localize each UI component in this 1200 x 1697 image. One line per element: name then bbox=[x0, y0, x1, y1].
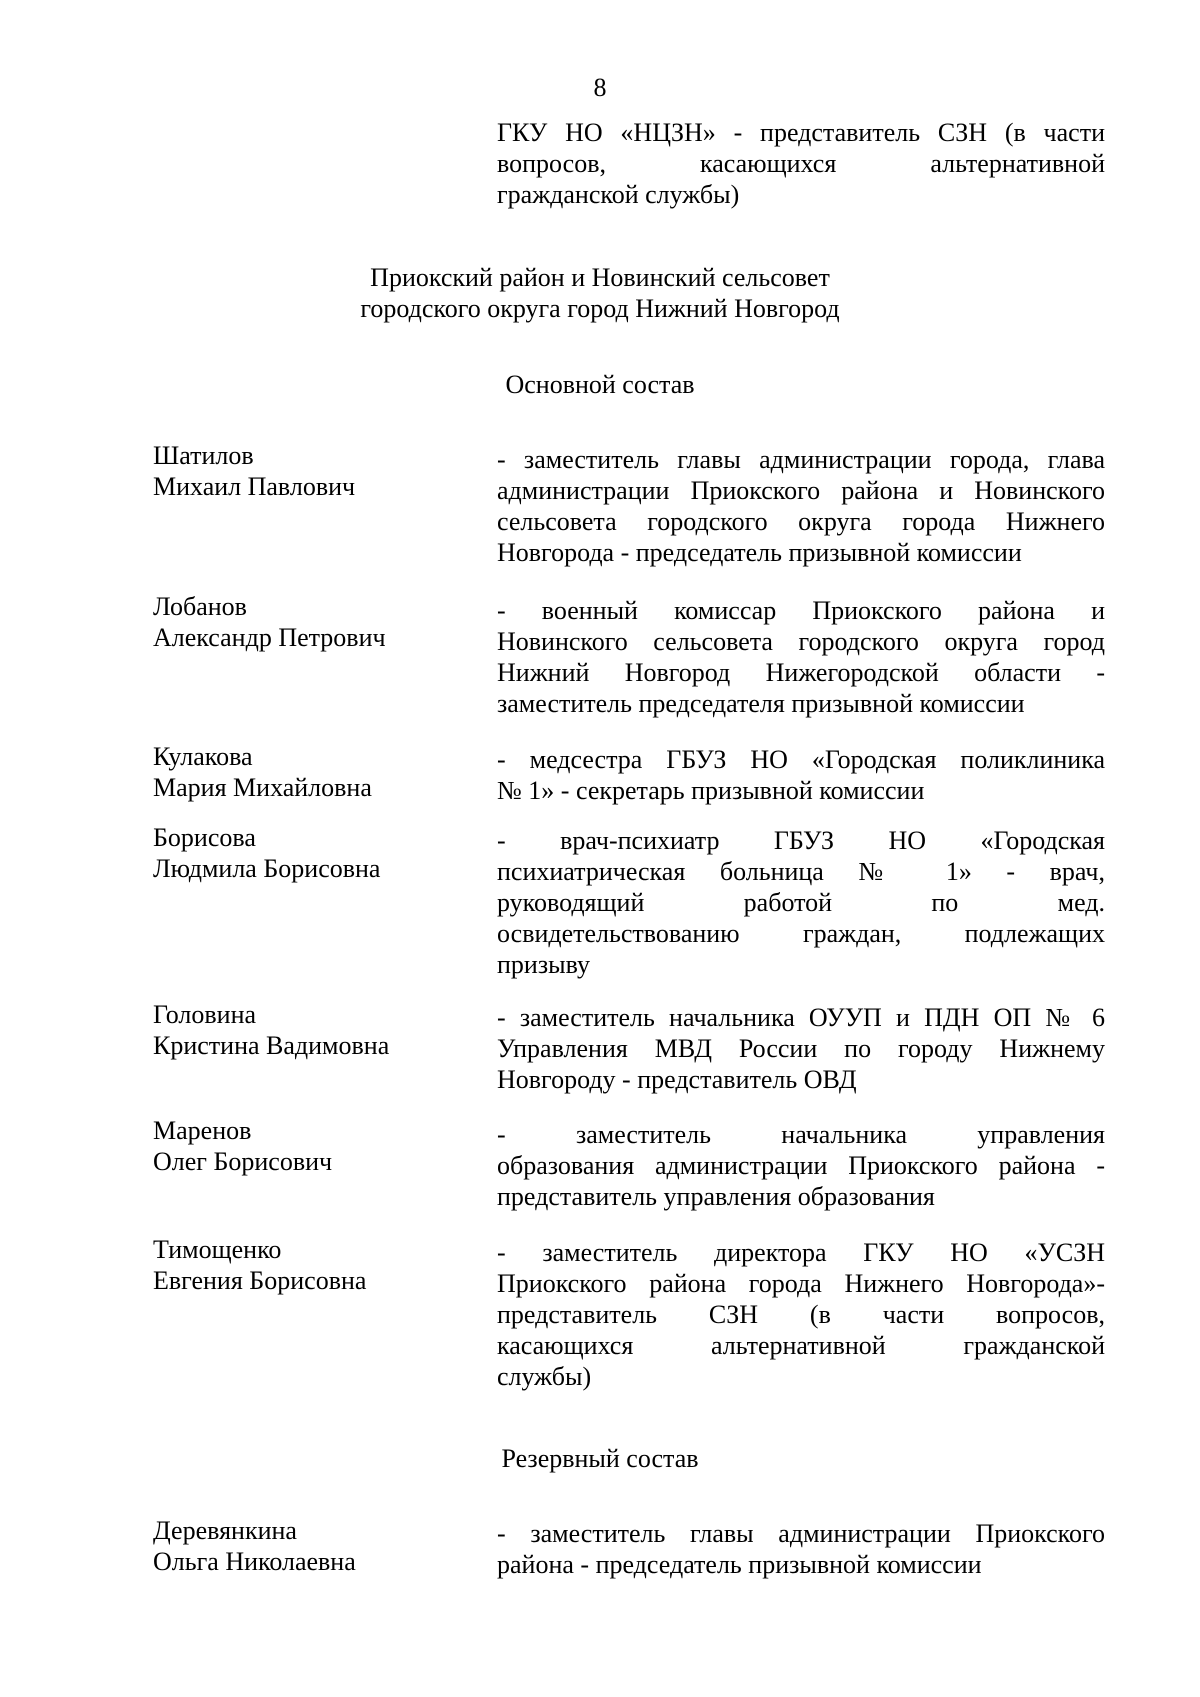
member-last-name: Борисова bbox=[153, 823, 256, 852]
member-first-names: Михаил Павлович bbox=[153, 472, 356, 501]
member-name bbox=[153, 741, 473, 803]
role-line: образования администрации Приокского района - bbox=[497, 1151, 1105, 1180]
role-line: заместитель председателя призывной комиссии bbox=[497, 689, 1025, 718]
member-name bbox=[153, 440, 473, 502]
reserve-composition-heading: Резервный состав bbox=[501, 1444, 699, 1473]
role-line: - военный комиссар Приокского района и bbox=[497, 596, 1105, 625]
role-line: представитель управления образования bbox=[497, 1182, 935, 1211]
member-name bbox=[153, 999, 473, 1061]
member-first-names: Ольга Николаевна bbox=[153, 1547, 356, 1576]
role-line: Новгорода - председатель призывной комиссии bbox=[497, 538, 1022, 567]
role-line: представитель СЗН (в части вопросов, bbox=[497, 1300, 1105, 1329]
role-line: призыву bbox=[497, 950, 590, 979]
role-line: - заместитель главы администрации Приокского bbox=[497, 1519, 1105, 1548]
member-name bbox=[153, 591, 473, 653]
role-line: - заместитель начальника управления bbox=[497, 1120, 1105, 1149]
section-title-line: Приокский район и Новинский сельсовет bbox=[370, 263, 830, 292]
role-line: - заместитель начальника ОУУП и ПДН ОП № 6 bbox=[497, 1003, 1105, 1032]
main-composition-heading: Основной состав bbox=[505, 370, 695, 399]
member-first-names: Мария Михайловна bbox=[153, 773, 372, 802]
role-line: Управления МВД России по городу Нижнему bbox=[497, 1034, 1105, 1063]
role-line: - заместитель директора ГКУ НО «УСЗН bbox=[497, 1238, 1105, 1267]
member-first-names: Олег Борисович bbox=[153, 1147, 333, 1176]
role-line: Новгороду - представитель ОВД bbox=[497, 1065, 857, 1094]
continued-role-text bbox=[497, 117, 1105, 210]
member-role bbox=[497, 1002, 1105, 1095]
member-last-name: Шатилов bbox=[153, 441, 254, 470]
page-number: 8 bbox=[593, 73, 607, 102]
role-line: касающихся альтернативной гражданской bbox=[497, 1331, 1105, 1360]
member-last-name: Кулакова bbox=[153, 742, 253, 771]
member-role bbox=[497, 444, 1105, 568]
role-line: - заместитель главы администрации города, глава bbox=[497, 445, 1105, 474]
member-last-name: Деревянкина bbox=[153, 1516, 297, 1545]
member-role bbox=[497, 825, 1105, 980]
member-first-names: Кристина Вадимовна bbox=[153, 1031, 390, 1060]
role-line: сельсовета городского округа города Нижнего bbox=[497, 507, 1105, 536]
text-line: ГКУ НО «НЦЗН» - представитель СЗН (в части bbox=[497, 118, 1105, 147]
member-first-names: Евгения Борисовна bbox=[153, 1266, 367, 1295]
member-last-name: Тимощенко bbox=[153, 1235, 282, 1264]
reserve-member-role bbox=[497, 1518, 1105, 1580]
role-line: администрации Приокского района и Новинского bbox=[497, 476, 1105, 505]
role-line: Приокского района города Нижнего Новгорода»- bbox=[497, 1269, 1105, 1298]
role-line: службы) bbox=[497, 1362, 592, 1391]
member-first-names: Александр Петрович bbox=[153, 623, 386, 652]
section-title-line: городского округа город Нижний Новгород bbox=[360, 294, 840, 323]
role-line: Нижний Новгород Нижегородской области - bbox=[497, 658, 1105, 687]
role-line: - врач-психиатр ГБУЗ НО «Городская bbox=[497, 826, 1105, 855]
member-last-name: Лобанов bbox=[153, 592, 247, 621]
role-line: - медсестра ГБУЗ НО «Городская поликлиника bbox=[497, 745, 1105, 774]
member-first-names: Людмила Борисовна bbox=[153, 854, 381, 883]
member-name bbox=[153, 1234, 473, 1296]
member-name bbox=[153, 1115, 473, 1177]
role-line: психиатрическая больница № 1» - врач, bbox=[497, 857, 1105, 886]
member-role bbox=[497, 744, 1105, 806]
member-name bbox=[153, 822, 473, 884]
role-line: освидетельствованию граждан, подлежащих bbox=[497, 919, 1105, 948]
member-role bbox=[497, 1119, 1105, 1212]
text-line: гражданской службы) bbox=[497, 180, 740, 209]
reserve-member-name bbox=[153, 1515, 473, 1577]
role-line: района - председатель призывной комиссии bbox=[497, 1550, 982, 1579]
member-last-name: Маренов bbox=[153, 1116, 252, 1145]
role-line: № 1» - секретарь призывной комиссии bbox=[497, 776, 925, 805]
member-role bbox=[497, 595, 1105, 719]
section-title bbox=[0, 262, 1200, 324]
member-last-name: Головина bbox=[153, 1000, 257, 1029]
role-line: руководящий работой по мед. bbox=[497, 888, 1105, 917]
role-line: Новинского сельсовета городского округа город bbox=[497, 627, 1105, 656]
text-line: вопросов, касающихся альтернативной bbox=[497, 149, 1105, 178]
member-role bbox=[497, 1237, 1105, 1392]
